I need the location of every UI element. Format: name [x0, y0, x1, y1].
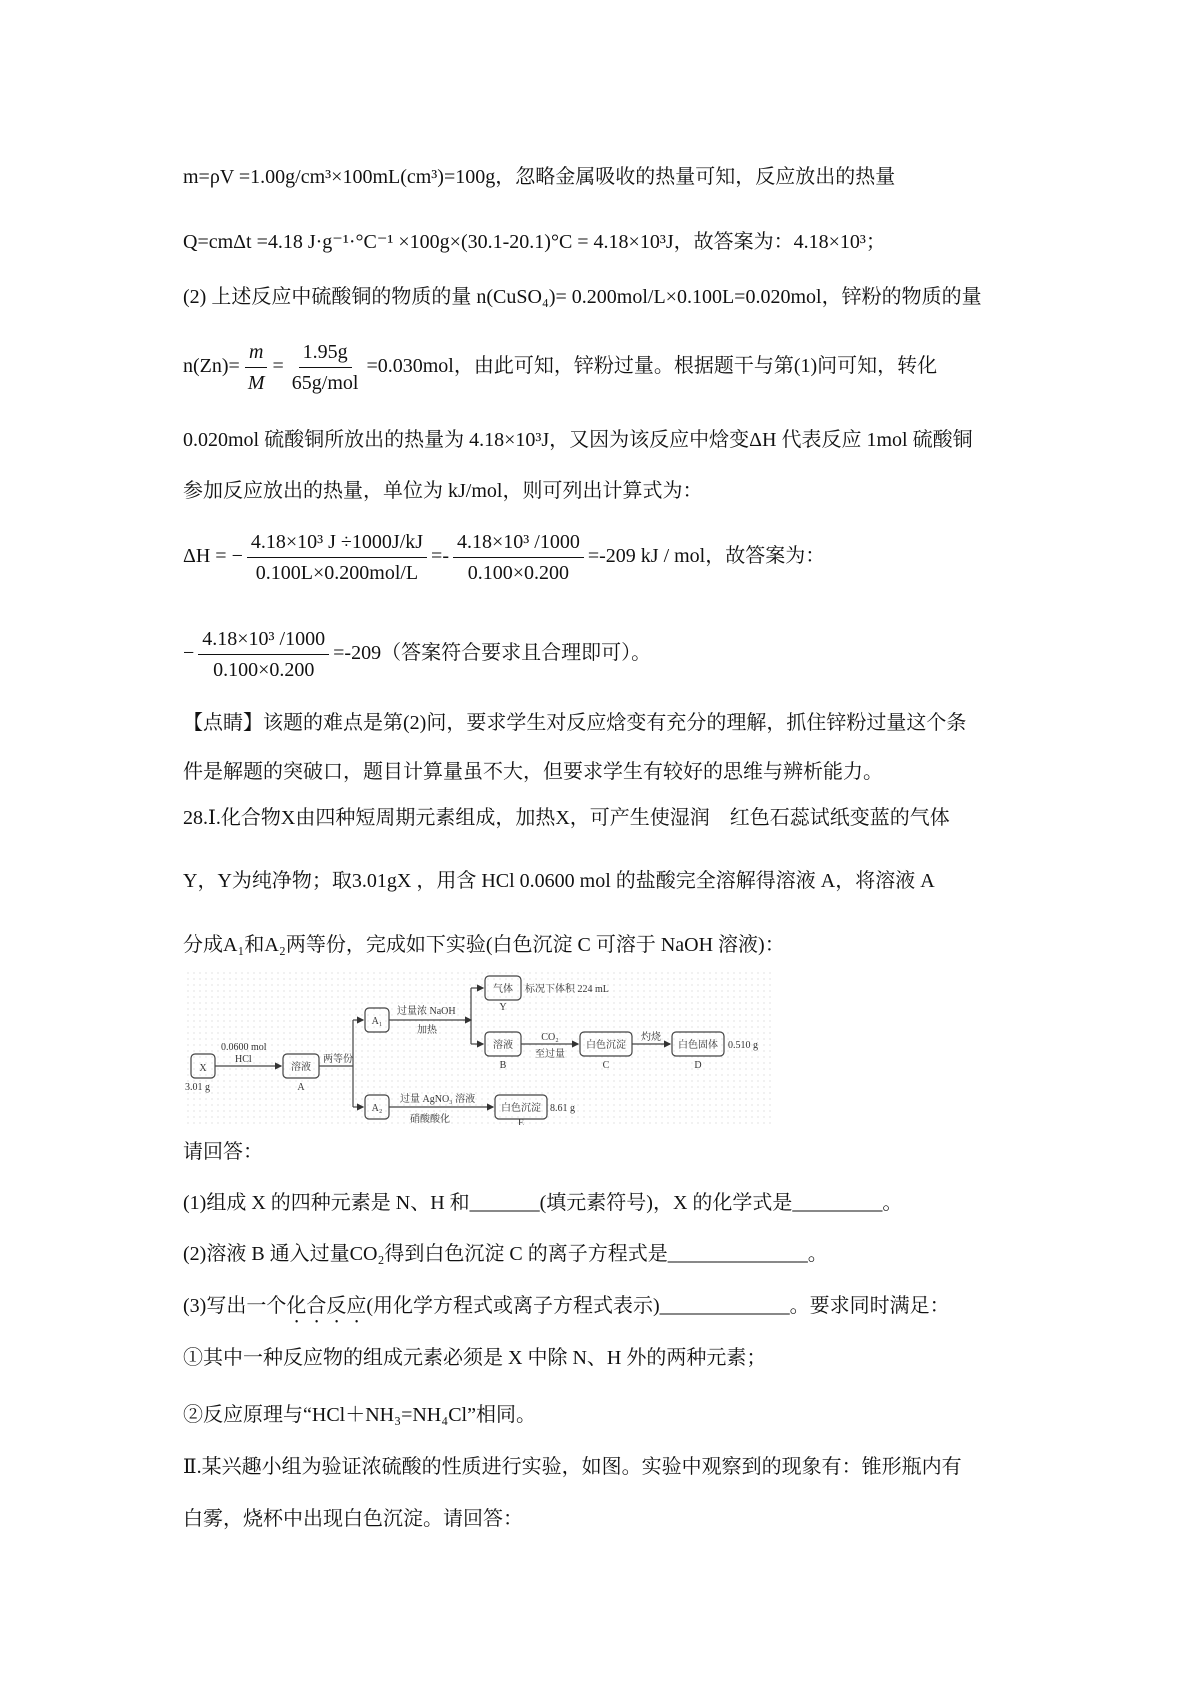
naoh-label: 过量浓 NaOH	[397, 1006, 456, 1017]
label-a: A	[297, 1082, 305, 1093]
fraction	[247, 530, 427, 585]
question-line	[183, 1294, 950, 1328]
flowchart-diagram	[185, 970, 775, 1125]
text-line: 白雾，烧杯中出现白色沉淀。请回答：	[183, 1508, 523, 1530]
text: =-	[431, 545, 449, 568]
numerator: 4.18×10³ /1000	[453, 530, 584, 558]
node-a2: A₂	[371, 1103, 383, 1114]
denominator: 0.100L×0.200mol/L	[255, 562, 419, 584]
text: −	[183, 642, 195, 665]
label-c: C	[602, 1060, 610, 1071]
text-line: 0.020mol 硫酸铜所放出的热量为 4.18×10³J，又因为该反应中焓变ΔH 代表反应 1mol 硫酸铜	[183, 429, 973, 451]
text-line: (2) 上述反应中硫酸铜的物质的量 n(CuSO₄)= 0.200mol/L×0.100L=0.020mol，锌粉的物质的量	[183, 286, 982, 308]
label-d: D	[694, 1060, 702, 1071]
node-solid-d: 白色固体	[678, 1040, 718, 1051]
text: (3)写出一个	[183, 1295, 287, 1317]
node-x: X	[199, 1063, 207, 1074]
formula-line	[183, 627, 651, 682]
node-precipitate-e: 白色沉淀	[501, 1103, 541, 1114]
text-line: ①其中一种反应物的组成元素必须是 X 中除 N、H 外的两种元素；	[183, 1347, 767, 1369]
text-line: 件是解题的突破口，题目计算量虽不大，但要求学生有较好的思维与辨析能力。	[183, 761, 883, 783]
question-line: Ⅱ.某兴趣小组为验证浓硫酸的性质进行实验，如图。实验中观察到的现象有：锥形瓶内有	[183, 1456, 962, 1478]
question-line: 28.Ⅰ.化合物X由四种短周期元素组成，加热X，可产生使湿润 红色石蕊试纸变蓝的气体	[183, 807, 950, 829]
text-line: m=ρV =1.00g/cm³×100mL(cm³)=100g，忽略金属吸收的热量可知，反应放出的热量	[183, 166, 896, 188]
label-b: B	[499, 1060, 507, 1071]
label-e: E	[517, 1118, 525, 1125]
numerator: 4.18×10³ /1000	[198, 627, 329, 655]
question-line: (1)组成 X 的四种元素是 N、H 和_______(填元素符号)，X 的化学式是_________。	[183, 1192, 903, 1214]
fraction	[198, 627, 329, 682]
fraction	[288, 340, 363, 395]
hcl-label: HCl	[235, 1054, 252, 1065]
node-solution-b: 溶液	[493, 1040, 513, 1051]
fraction	[244, 340, 269, 395]
node-solution-a: 溶液	[291, 1062, 311, 1073]
co2-label: CO₂	[541, 1032, 559, 1043]
text: =-209 kJ / mol，故答案为：	[587, 545, 826, 568]
text: =0.030mol，由此可知，锌粉过量。根据题干与第(1)问可知，转化	[366, 355, 938, 378]
text: n(Zn)=	[183, 355, 240, 378]
text-line: Q=cmΔt =4.18 J·g⁻¹·°C⁻¹ ×100g×(30.1-20.1)°C = 4.18×10³J，故答案为：4.18×10³；	[183, 231, 886, 253]
question-line: Y，Y为纯净物；取3.01gX ，用含 HCl 0.0600 mol 的盐酸完全溶解得溶液 A，将溶液 A	[183, 870, 935, 892]
label-y: Y	[499, 1002, 507, 1013]
numerator: m	[245, 340, 267, 368]
denominator: M	[247, 372, 265, 394]
numerator: 4.18×10³ J ÷1000J/kJ	[247, 530, 427, 558]
text-line: ②反应原理与“HCl＋NH₃=NH₄Cl”相同。	[183, 1404, 536, 1426]
flowchart-svg	[185, 970, 775, 1125]
node-a1: A₁	[371, 1016, 383, 1027]
fraction	[453, 530, 584, 585]
denominator: 0.100×0.200	[467, 562, 570, 584]
denominator: 65g/mol	[291, 372, 359, 394]
question-line: 分成A₁和A₂两等份，完成如下实验(白色沉淀 C 可溶于 NaOH 溶液)：	[183, 934, 785, 956]
text: ΔH = −	[183, 545, 243, 568]
e-mass: 8.61 g	[550, 1103, 575, 1114]
heat-label: 加热	[417, 1025, 437, 1036]
gas-volume: 标况下体积 224 mL	[525, 984, 609, 995]
node-precipitate-c: 白色沉淀	[586, 1040, 626, 1051]
hcl-amount: 0.0600 mol	[221, 1042, 267, 1053]
text-line: 【点睛】该题的难点是第(2)问，要求学生对反应焓变有充分的理解，抓住锌粉过量这个条	[183, 712, 967, 734]
emphasized-text: 化合反应	[286, 1295, 367, 1317]
text-line: 参加反应放出的热量，单位为 kJ/mol，则可列出计算式为：	[183, 480, 703, 502]
text: =-209（答案符合要求且合理即可）。	[333, 642, 652, 665]
x-mass: 3.01 g	[185, 1082, 210, 1093]
hno3-label: 硝酸酸化	[410, 1114, 450, 1125]
question-line: (2)溶液 B 通入过量CO₂得到白色沉淀 C 的离子方程式是______________。	[183, 1243, 828, 1265]
formula-line	[183, 530, 825, 585]
calcine-label: 灼烧	[641, 1032, 661, 1043]
node-gas: 气体	[493, 984, 513, 995]
numerator: 1.95g	[299, 340, 352, 368]
co2-excess-label: 至过量	[535, 1049, 565, 1060]
text: =	[272, 355, 284, 378]
agno3-label: 过量 AgNO₃ 溶液	[400, 1094, 476, 1105]
formula-line	[183, 340, 937, 395]
text: (用化学方程式或离子方程式表示)_____________。要求同时满足：	[366, 1295, 950, 1317]
d-mass: 0.510 g	[728, 1040, 758, 1051]
split-label: 两等份	[323, 1054, 353, 1065]
denominator: 0.100×0.200	[213, 659, 315, 681]
text-line: 请回答：	[183, 1141, 263, 1163]
